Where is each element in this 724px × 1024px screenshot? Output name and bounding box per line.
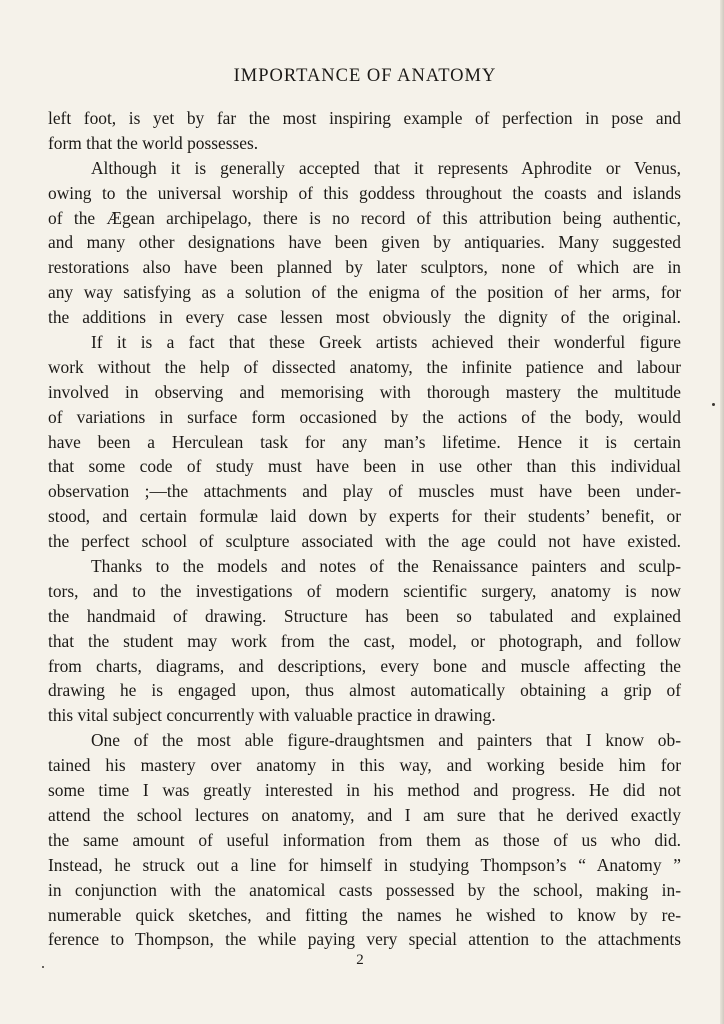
- text-line: left foot, is yet by far the most inspiring example of perfection in pose and: [48, 108, 681, 128]
- text-line: that the student may work from the cast, model, or photograph, and follow: [48, 630, 681, 651]
- text-line: work without the help of dissected anatomy, the infinite patience and labour: [48, 356, 681, 377]
- print-speck: [42, 966, 44, 968]
- paragraph-4: [48, 554, 681, 728]
- text-line: in conjunction with the anatomical casts possessed by the school, making in-: [48, 879, 681, 900]
- text-line: and many other designations have been given by antiquaries. Many suggested: [48, 232, 681, 253]
- text-line: Instead, he struck out a line for himself in studying Thompson’s “ Anatomy ”: [48, 854, 681, 875]
- text-line: tors, and to the investigations of modern scientific surgery, anatomy is now: [48, 580, 681, 601]
- text-line: restorations also have been planned by later sculptors, none of which are in: [48, 257, 681, 278]
- text-line: this vital subject concurrently with valuable practice in drawing.: [48, 705, 496, 726]
- text-line: drawing he is engaged upon, thus almost automatically obtaining a grip of: [48, 680, 681, 701]
- text-line: of the Ægean archipelago, there is no record of this attribution being authentic,: [48, 207, 681, 228]
- paragraph-5: [48, 728, 681, 952]
- text-line: stood, and certain formulæ laid down by experts for their students’ benefit, or: [48, 506, 681, 527]
- paragraph-2: [48, 156, 681, 330]
- text-line: Although it is generally accepted that it represents Aphrodite or Venus,: [91, 157, 681, 178]
- print-speck: [712, 403, 715, 406]
- text-line: the perfect school of sculpture associated with the age could not have existed.: [48, 531, 681, 552]
- text-line: numerable quick sketches, and fitting the names he wished to know by re-: [48, 904, 681, 925]
- text-line: If it is a fact that these Greek artists achieved their wonderful figure: [91, 332, 681, 353]
- text-line: some time I was greatly interested in his method and progress. He did not: [48, 780, 681, 801]
- text-line: the additions in every case lessen most obviously the dignity of the original.: [48, 307, 681, 328]
- text-line: involved in observing and memorising with thorough mastery the multitude: [48, 381, 681, 402]
- text-line: from charts, diagrams, and descriptions, every bone and muscle affecting the: [48, 655, 681, 676]
- running-head: IMPORTANCE OF ANATOMY: [233, 66, 497, 86]
- paragraph-1: [48, 106, 681, 156]
- text-line: that some code of study must have been in use other than this individual: [48, 456, 681, 477]
- text-line: ference to Thompson, the while paying very special attention to the attachments: [48, 929, 681, 950]
- text-line: One of the most able figure-draughtsmen and painters that I know ob-: [91, 730, 681, 751]
- page-edge-shadow: [720, 0, 724, 1024]
- body-text: [48, 106, 681, 952]
- text-line: owing to the universal worship of this goddess throughout the coasts and islands: [48, 182, 681, 203]
- text-line: attend the school lectures on anatomy, and I am sure that he derived exactly: [48, 804, 681, 825]
- text-line: Thanks to the models and notes of the Renaissance painters and sculp-: [91, 556, 681, 577]
- text-line: of variations in surface form occasioned by the actions of the body, would: [48, 406, 681, 427]
- text-line: tained his mastery over anatomy in this way, and working beside him for: [48, 755, 681, 776]
- paragraph-3: [48, 330, 681, 554]
- text-line: any way satisfying as a solution of the enigma of the position of her arms, for: [48, 282, 681, 303]
- text-line: the same amount of useful information from them as those of us who did.: [48, 829, 681, 850]
- text-line: observation ;—the attachments and play of muscles must have been under-: [48, 481, 681, 502]
- page-number: 2: [356, 952, 364, 968]
- text-line: the handmaid of drawing. Structure has been so tabulated and explained: [48, 605, 681, 626]
- text-line: form that the world possesses.: [48, 132, 259, 153]
- text-line: have been a Herculean task for any man’s lifetime. Hence it is certain: [48, 431, 681, 452]
